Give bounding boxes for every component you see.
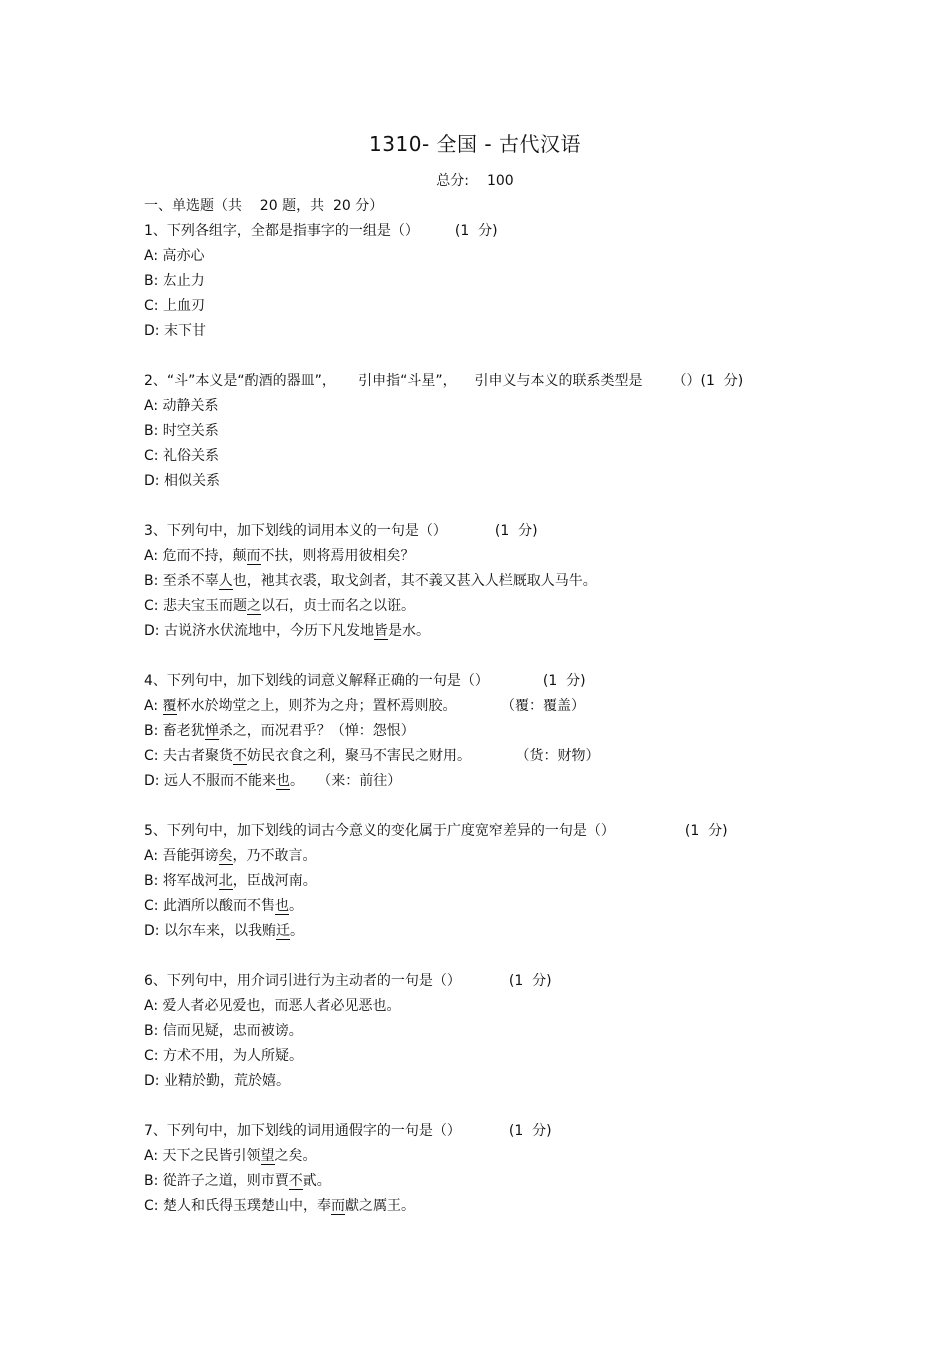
question-stem [144, 519, 844, 544]
underlined-word: 迁 [275, 923, 290, 939]
option-c: C: 上血刃 [144, 298, 205, 314]
underlined-word: 惮 [204, 723, 219, 739]
option-d: D: 古说济水伏流地中，今历下凡发地皆是水。 [144, 623, 430, 639]
question-score: (1 分) [508, 1123, 552, 1139]
option-c: C: 夫古者聚货不妨民衣食之利，聚马不害民之财用。 （货：财物） [144, 748, 600, 764]
underlined-word: 而 [330, 1198, 345, 1214]
option-c: C: 悲夫宝玉而题之以石，贞士而名之以诳。 [144, 598, 415, 614]
question-score: (1 分) [508, 973, 552, 989]
question-score: (1 分) [454, 223, 498, 239]
option-b: B: 至杀不辜人也，衪其衣裘，取戈剑者，其不義又甚入人栏厩取人马牛。 [144, 573, 597, 589]
question-block [144, 669, 844, 794]
option-b: B: 從許子之道，则市賈不貳。 [144, 1173, 331, 1189]
option-c: C: 此酒所以酸而不售也。 [144, 898, 303, 914]
section-heading: 一、单选题（共 20 题，共 20 分） [144, 198, 384, 214]
page-title: 1310- 全国 - 古代汉语 [369, 132, 581, 156]
question-stem [144, 669, 844, 694]
question-block [144, 969, 844, 1094]
question-list [144, 194, 844, 1219]
question-text: 1、下列各组字，全都是指事字的一组是（） [144, 223, 419, 239]
question-stem [144, 969, 844, 994]
question-stem [144, 369, 844, 394]
question-block [144, 1119, 844, 1219]
question-block [144, 819, 844, 944]
underlined-word: 望 [260, 1148, 275, 1164]
option-d: D: 业精於勤，荒於嬉。 [144, 1073, 290, 1089]
option-b: B: 时空关系 [144, 423, 219, 439]
underlined-word: 不 [232, 748, 247, 764]
option-a: A: 高亦心 [144, 248, 205, 264]
question-score: (1 分) [494, 523, 538, 539]
option-a: A: 天下之民皆引领望之矣。 [144, 1148, 317, 1164]
underlined-word: 而 [246, 548, 261, 564]
question-text: 2、“斗”本义是“酌酒的器皿”， 引申指“斗星”， 引申义与本义的联系类型是 [144, 373, 643, 389]
underlined-word: 北 [218, 873, 233, 889]
question-score: (1 分) [542, 673, 586, 689]
underlined-word: 也 [274, 898, 289, 914]
option-b: B: 畜老犹惮杀之，而况君乎？（惮：怨恨） [144, 723, 415, 739]
option-d: D: 远人不服而不能来也。 （来：前往） [144, 773, 402, 789]
question-text: 5、下列句中，加下划线的词古今意义的变化属于广度宽窄差异的一句是（） [144, 823, 615, 839]
total-score-line [0, 170, 950, 190]
option-b: B: 将军战河北，臣战河南。 [144, 873, 317, 889]
question-score: (1 分) [684, 823, 728, 839]
underlined-word: 不 [288, 1173, 303, 1189]
option-a: A: 吾能弭谤矣，乃不敢言。 [144, 848, 317, 864]
question-block [144, 369, 844, 494]
option-a: A: 动静关系 [144, 398, 219, 414]
question-block [144, 219, 844, 344]
total-score-label: 总分: [436, 173, 469, 189]
option-d: D: 末下甘 [144, 323, 206, 339]
option-c: C: 礼俗关系 [144, 448, 219, 464]
question-text: 7、下列句中，加下划线的词用通假字的一句是（） [144, 1123, 461, 1139]
option-b: B: 信而见疑，忠而被谤。 [144, 1023, 303, 1039]
option-a: A: 爱人者必见爱也，而恶人者必见恶也。 [144, 998, 401, 1014]
underlined-word: 也 [275, 773, 290, 789]
question-stem [144, 219, 844, 244]
question-score: （）(1 分) [672, 373, 744, 389]
option-b: B: 厷止力 [144, 273, 205, 289]
question-stem [144, 819, 844, 844]
option-d: D: 相似关系 [144, 473, 220, 489]
question-text: 3、下列句中，加下划线的词用本义的一句是（） [144, 523, 447, 539]
question-text: 6、下列句中，用介词引进行为主动者的一句是（） [144, 973, 461, 989]
underlined-word: 之 [246, 598, 261, 614]
question-block [144, 519, 844, 644]
underlined-word: 矣 [218, 848, 233, 864]
underlined-word: 人 [218, 573, 233, 589]
underlined-word: 皆 [373, 623, 388, 639]
question-stem [144, 1119, 844, 1144]
option-a: A: 覆杯水於坳堂之上，则芥为之舟；置杯焉则胶。 （覆：覆盖） [144, 698, 586, 714]
option-c: C: 方术不用，为人所疑。 [144, 1048, 303, 1064]
underlined-word: 覆 [162, 698, 177, 714]
option-c: C: 楚人和氏得玉璞楚山中，奉而獻之厲王。 [144, 1198, 415, 1214]
option-a: A: 危而不持，颠而不扶，则将焉用彼相矣？ [144, 548, 415, 564]
question-text: 4、下列句中，加下划线的词意义解释正确的一句是（） [144, 673, 489, 689]
total-score-value: 100 [486, 173, 514, 189]
option-d: D: 以尔车来，以我贿迁。 [144, 923, 304, 939]
